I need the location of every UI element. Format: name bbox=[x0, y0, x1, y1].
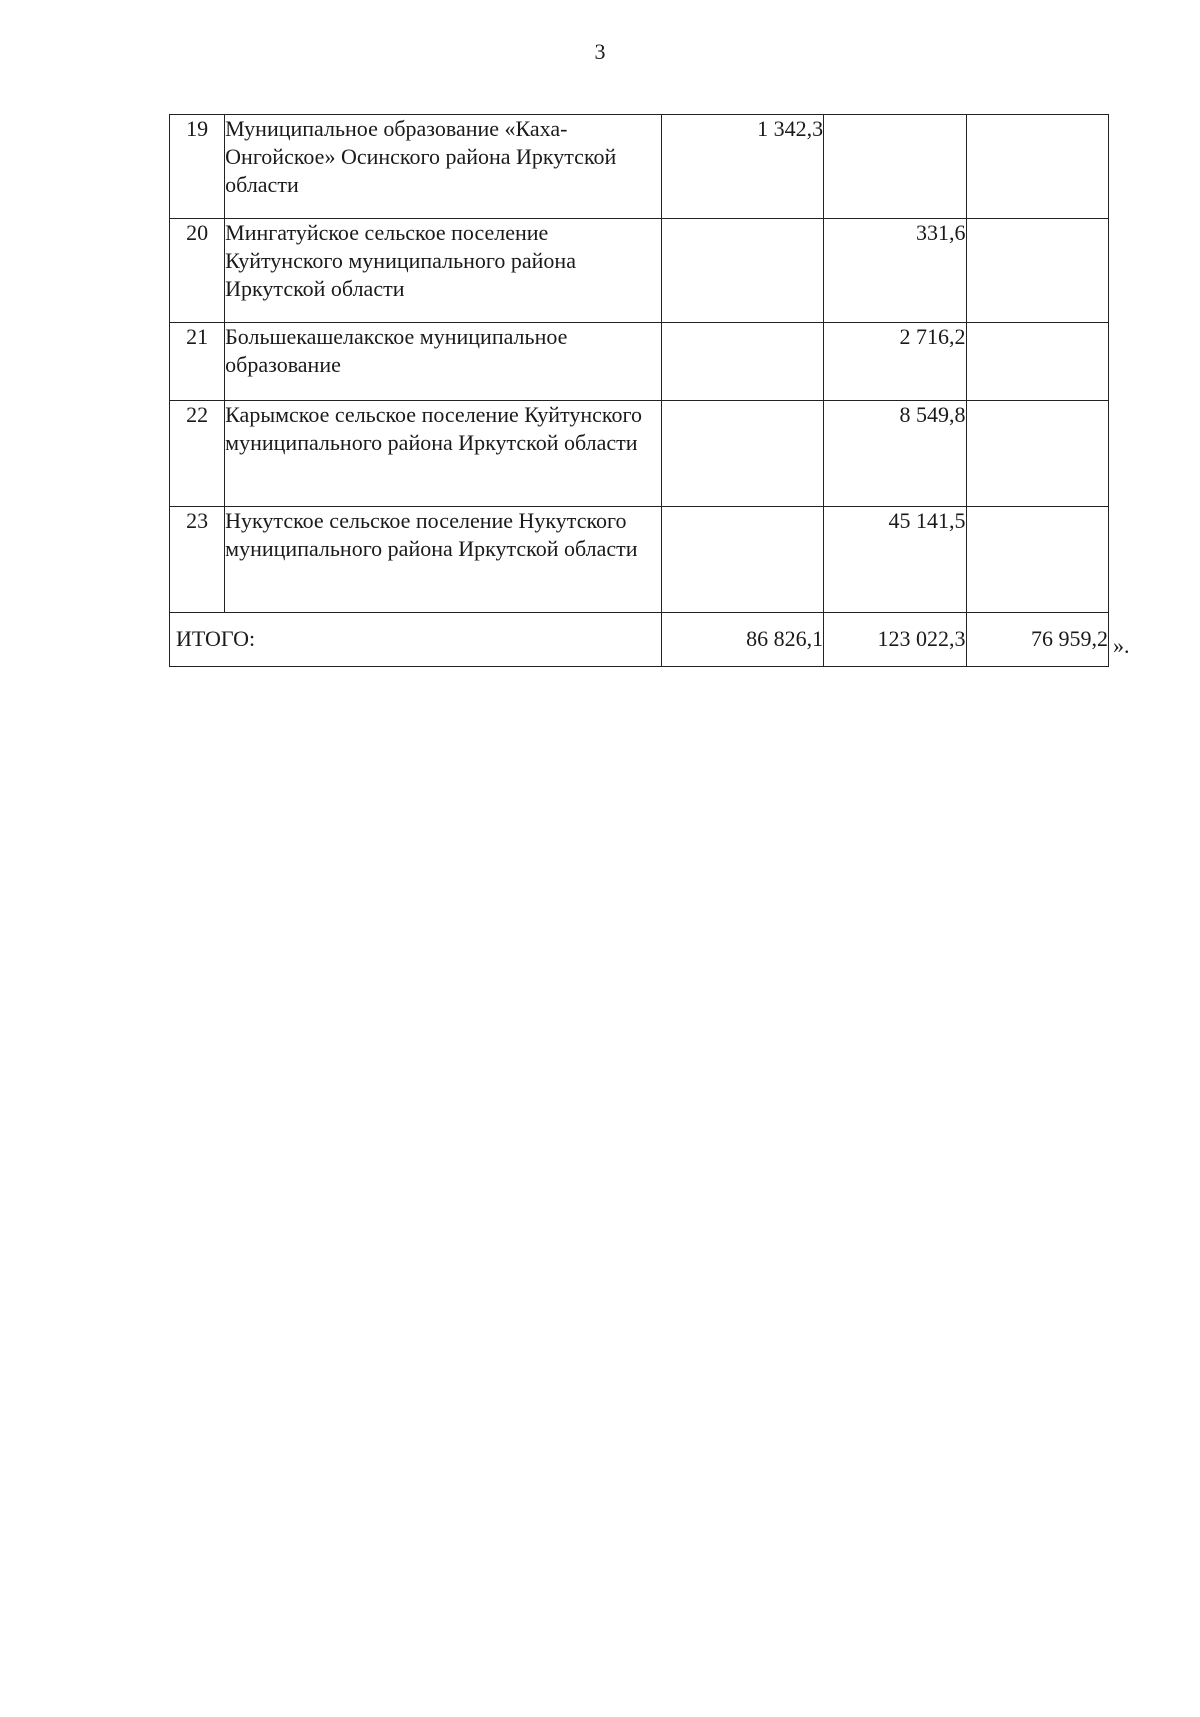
closing-quote-mark: ». bbox=[1113, 633, 1130, 658]
row-number: 23 bbox=[170, 507, 225, 613]
value-col3 bbox=[966, 219, 1108, 323]
total-row bbox=[170, 613, 1109, 667]
municipality-name: Мингатуйское сельское поселение Куйтунского муниципального района Иркутской области bbox=[225, 219, 661, 323]
table-row bbox=[170, 507, 1109, 613]
table-row bbox=[170, 401, 1109, 507]
value-col2: 8 549,8 bbox=[824, 401, 966, 507]
value-col3 bbox=[966, 115, 1108, 219]
value-col1 bbox=[661, 219, 824, 323]
municipality-name: Карымское сельское поселение Куйтунского муниципального района Иркутской области bbox=[225, 401, 661, 507]
value-col1: 1 342,3 bbox=[661, 115, 824, 219]
value-col3 bbox=[966, 323, 1108, 401]
value-col3 bbox=[966, 401, 1108, 507]
table-row bbox=[170, 115, 1109, 219]
total-col2: 123 022,3 bbox=[824, 613, 966, 667]
row-number: 20 bbox=[170, 219, 225, 323]
value-col2 bbox=[824, 115, 966, 219]
total-label: ИТОГО: bbox=[170, 613, 662, 667]
table-row bbox=[170, 323, 1109, 401]
value-col2: 2 716,2 bbox=[824, 323, 966, 401]
row-number: 19 bbox=[170, 115, 225, 219]
value-col2: 45 141,5 bbox=[824, 507, 966, 613]
allocation-table bbox=[169, 114, 1109, 667]
total-col3: 76 959,2 bbox=[966, 613, 1108, 667]
value-col3 bbox=[966, 507, 1108, 613]
row-number: 22 bbox=[170, 401, 225, 507]
municipality-name: Муниципальное образование «Каха-Онгойское» Осинского района Иркутской области bbox=[225, 115, 661, 219]
municipality-name: Большекашелакское муниципальное образование bbox=[225, 323, 661, 401]
municipality-name: Нукутское сельское поселение Нукутского муниципального района Иркутской области bbox=[225, 507, 661, 613]
total-col1: 86 826,1 bbox=[661, 613, 824, 667]
value-col1 bbox=[661, 323, 824, 401]
row-number: 21 bbox=[170, 323, 225, 401]
page-number: 3 bbox=[594, 39, 606, 64]
value-col1 bbox=[661, 507, 824, 613]
value-col1 bbox=[661, 401, 824, 507]
value-col2: 331,6 bbox=[824, 219, 966, 323]
table-row bbox=[170, 219, 1109, 323]
